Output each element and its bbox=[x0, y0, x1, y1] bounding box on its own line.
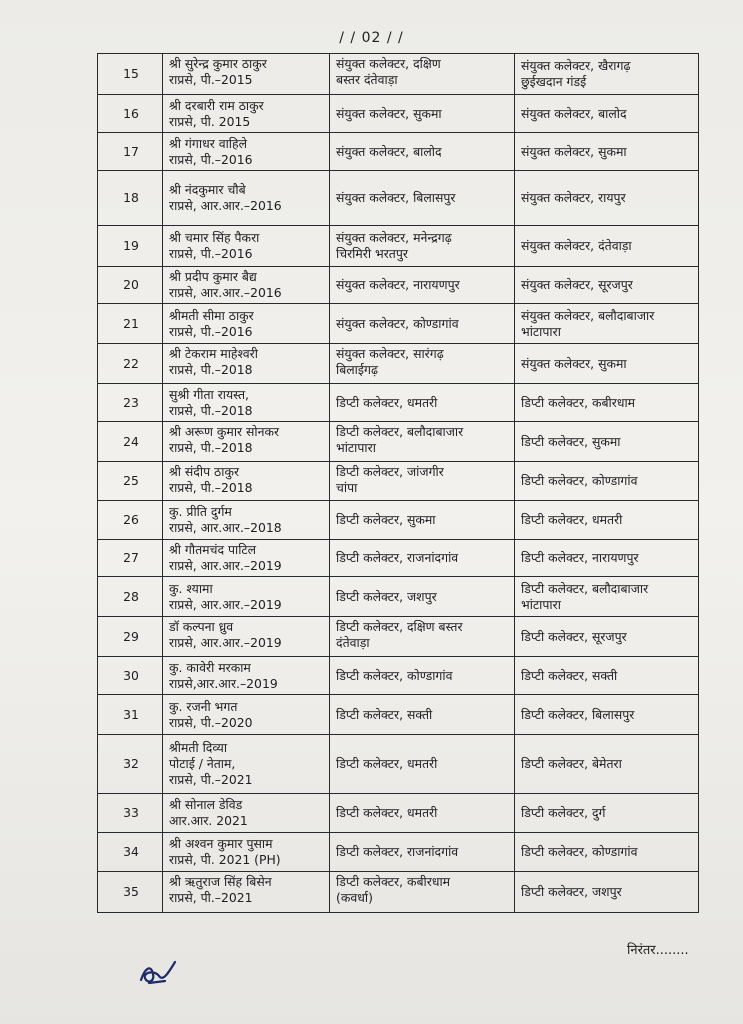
table-row bbox=[98, 171, 699, 226]
officer-name-line: पोटाई / नेताम, bbox=[169, 756, 236, 771]
officer-name bbox=[163, 226, 330, 267]
officer-name-line: श्री सोनाल डेविड bbox=[169, 797, 243, 812]
serial-number: 18 bbox=[98, 171, 163, 226]
current-posting bbox=[330, 833, 515, 872]
current-posting bbox=[330, 617, 515, 657]
officer-name-line: राप्रसे, आर.आर.–2018 bbox=[169, 520, 282, 535]
officer-name-line: राप्रसे, पी.–2021 bbox=[169, 890, 253, 905]
officer-name-line: राप्रसे, पी. 2015 bbox=[169, 113, 251, 129]
officer-name bbox=[163, 171, 330, 226]
table-row bbox=[98, 304, 699, 344]
current-posting bbox=[330, 171, 515, 226]
current-posting bbox=[330, 384, 515, 422]
current-posting-line: डिप्टी कलेक्टर, दक्षिण बस्तर bbox=[336, 619, 463, 634]
current-posting bbox=[330, 540, 515, 577]
table-row bbox=[98, 735, 699, 794]
officer-name-line: राप्रसे, पी.–2018 bbox=[169, 362, 253, 377]
new-posting-line: संयुक्त कलेक्टर, दंतेवाड़ा bbox=[521, 238, 632, 253]
current-posting bbox=[330, 794, 515, 833]
officer-name-line: राप्रसे, पी.–2018 bbox=[169, 480, 253, 495]
new-posting-line: डिप्टी कलेक्टर, सक्ती bbox=[521, 667, 618, 683]
new-posting bbox=[515, 695, 699, 735]
new-posting bbox=[515, 735, 699, 794]
new-posting-line: डिप्टी कलेक्टर, कोण्डागांव bbox=[521, 844, 638, 859]
current-posting bbox=[330, 422, 515, 462]
serial-number: 29 bbox=[98, 617, 163, 657]
new-posting-line: संयुक्त कलेक्टर, सूरजपुर bbox=[521, 277, 633, 292]
new-posting-line: डिप्टी कलेक्टर, बलौदाबाजार bbox=[521, 580, 649, 596]
current-posting bbox=[330, 304, 515, 344]
new-posting-line: डिप्टी कलेक्टर, दुर्ग bbox=[521, 805, 606, 820]
current-posting-line: संयुक्त कलेक्टर, मनेन्द्रगढ़ bbox=[336, 230, 452, 245]
serial-number: 28 bbox=[98, 577, 163, 617]
serial-number: 19 bbox=[98, 226, 163, 267]
officer-name-line: राप्रसे, आर.आर.–2019 bbox=[169, 596, 282, 612]
current-posting bbox=[330, 735, 515, 794]
new-posting bbox=[515, 95, 699, 133]
table-row bbox=[98, 54, 699, 95]
current-posting bbox=[330, 872, 515, 913]
officer-name bbox=[163, 462, 330, 501]
table-row bbox=[98, 384, 699, 422]
officer-name-line: श्री प्रदीप कुमार बैद्य bbox=[169, 269, 257, 284]
table-row bbox=[98, 695, 699, 735]
new-posting-line: संयुक्त कलेक्टर, रायपुर bbox=[521, 190, 626, 205]
officer-name-line: श्री टेकराम माहेश्वरी bbox=[169, 346, 258, 361]
officer-name bbox=[163, 304, 330, 344]
officer-name-line: श्री चमार सिंह पैकरा bbox=[169, 230, 260, 245]
officer-name bbox=[163, 501, 330, 540]
officer-name-line: श्रीमती दिव्या bbox=[169, 740, 228, 755]
officer-name bbox=[163, 344, 330, 384]
new-posting bbox=[515, 540, 699, 577]
transfer-table bbox=[97, 53, 699, 913]
current-posting-line: संयुक्त कलेक्टर, नारायणपुर bbox=[336, 277, 460, 292]
officer-name bbox=[163, 794, 330, 833]
table-row bbox=[98, 794, 699, 833]
officer-name-line: राप्रसे, पी.–2018 bbox=[169, 440, 253, 455]
officer-name bbox=[163, 422, 330, 462]
current-posting-line: डिप्टी कलेक्टर, कबीरधाम bbox=[336, 874, 451, 889]
new-posting bbox=[515, 501, 699, 540]
officer-name-line: सुश्री गीता रायस्त, bbox=[169, 386, 249, 402]
new-posting-line: संयुक्त कलेक्टर, खैरागढ़ bbox=[521, 58, 631, 73]
officer-name bbox=[163, 577, 330, 617]
officer-name-line: राप्रसे, पी.–2018 bbox=[169, 402, 253, 418]
officer-name-line: राप्रसे, पी.–2016 bbox=[169, 246, 253, 261]
table-row bbox=[98, 872, 699, 913]
table-row bbox=[98, 501, 699, 540]
new-posting bbox=[515, 344, 699, 384]
new-posting-line: संयुक्त कलेक्टर, बलौदाबाजार bbox=[521, 307, 655, 323]
new-posting-line: डिप्टी कलेक्टर, बेमेतरा bbox=[521, 756, 622, 771]
officer-name-line: श्री नंदकुमार चौबे bbox=[169, 182, 246, 197]
officer-name-line: डॉ कल्पना ध्रुव bbox=[169, 619, 234, 634]
new-posting-line: संयुक्त कलेक्टर, सुकमा bbox=[521, 143, 627, 159]
current-posting-line: डिप्टी कलेक्टर, सुकमा bbox=[336, 512, 436, 527]
current-posting-line: संयुक्त कलेक्टर, कोण्डागांव bbox=[336, 315, 459, 331]
new-posting-line: डिप्टी कलेक्टर, सूरजपुर bbox=[521, 628, 627, 644]
current-posting-line: बस्तर दंतेवाड़ा bbox=[336, 72, 398, 87]
current-posting bbox=[330, 501, 515, 540]
officer-name bbox=[163, 617, 330, 657]
new-posting bbox=[515, 422, 699, 462]
officer-name-line: श्री संदीप ठाकुर bbox=[169, 464, 240, 479]
table-row bbox=[98, 540, 699, 577]
table-row bbox=[98, 422, 699, 462]
transfer-table-body bbox=[98, 54, 699, 913]
current-posting-line: चांपा bbox=[336, 480, 358, 495]
current-posting-line: संयुक्त कलेक्टर, बालोद bbox=[336, 143, 442, 159]
current-posting-line: डिप्टी कलेक्टर, धमतरी bbox=[336, 805, 438, 820]
officer-name-line: आर.आर. 2021 bbox=[169, 813, 248, 828]
officer-name-line: राप्रसे, पी.–2016 bbox=[169, 323, 253, 339]
table-row bbox=[98, 344, 699, 384]
new-posting bbox=[515, 794, 699, 833]
officer-name-line: श्री गौतमचंद पाटिल bbox=[169, 542, 257, 557]
officer-name-line: श्री अरूण कुमार सोनकर bbox=[169, 424, 280, 439]
new-posting bbox=[515, 54, 699, 95]
new-posting-line: डिप्टी कलेक्टर, बिलासपुर bbox=[521, 706, 635, 722]
serial-number: 15 bbox=[98, 54, 163, 95]
serial-number: 26 bbox=[98, 501, 163, 540]
serial-number: 17 bbox=[98, 133, 163, 171]
serial-number: 20 bbox=[98, 267, 163, 304]
table-row bbox=[98, 617, 699, 657]
serial-number: 24 bbox=[98, 422, 163, 462]
new-posting bbox=[515, 226, 699, 267]
current-posting bbox=[330, 226, 515, 267]
current-posting bbox=[330, 695, 515, 735]
current-posting-line: संयुक्त कलेक्टर, सुकमा bbox=[336, 105, 442, 121]
serial-number: 34 bbox=[98, 833, 163, 872]
current-posting-line: डिप्टी कलेक्टर, जशपुर bbox=[336, 588, 437, 604]
continued-note: निरंतर........ bbox=[627, 943, 689, 958]
new-posting-line: डिप्टी कलेक्टर, कोण्डागांव bbox=[521, 473, 638, 488]
officer-name bbox=[163, 54, 330, 95]
new-posting bbox=[515, 267, 699, 304]
officer-name-line: राप्रसे, आर.आर.–2019 bbox=[169, 558, 282, 573]
officer-name bbox=[163, 657, 330, 695]
current-posting bbox=[330, 267, 515, 304]
table-row bbox=[98, 657, 699, 695]
new-posting-line: डिप्टी कलेक्टर, धमतरी bbox=[521, 512, 623, 527]
officer-name bbox=[163, 95, 330, 133]
new-posting bbox=[515, 384, 699, 422]
current-posting-line: डिप्टी कलेक्टर, बलौदाबाजार bbox=[336, 424, 464, 439]
officer-name-line: राप्रसे,आर.आर.–2019 bbox=[169, 675, 278, 691]
officer-name-line: श्री अश्वन कुमार पुसाम bbox=[169, 836, 273, 851]
officer-name-line: श्रीमती सीमा ठाकुर bbox=[169, 307, 254, 323]
current-posting bbox=[330, 54, 515, 95]
officer-name bbox=[163, 267, 330, 304]
table-row bbox=[98, 577, 699, 617]
table-row bbox=[98, 833, 699, 872]
serial-number: 16 bbox=[98, 95, 163, 133]
new-posting bbox=[515, 872, 699, 913]
officer-name-line: राप्रसे, पी.–2015 bbox=[169, 72, 253, 87]
officer-name bbox=[163, 833, 330, 872]
serial-number: 22 bbox=[98, 344, 163, 384]
current-posting-line: डिप्टी कलेक्टर, जांजगीर bbox=[336, 464, 444, 479]
current-posting bbox=[330, 133, 515, 171]
officer-name-line: कु. कावेरी मरकाम bbox=[169, 659, 251, 675]
officer-name-line: श्री गंगाधर वाहिले bbox=[169, 135, 247, 151]
current-posting-line: चिरमिरी भरतपुर bbox=[336, 246, 408, 261]
officer-name-line: श्री ऋतुराज सिंह बिसेन bbox=[169, 874, 272, 889]
serial-number: 35 bbox=[98, 872, 163, 913]
serial-number: 32 bbox=[98, 735, 163, 794]
current-posting-line: दंतेवाड़ा bbox=[336, 635, 370, 650]
officer-name-line: श्री दरबारी राम ठाकुर bbox=[169, 97, 264, 113]
new-posting-line: भांटापारा bbox=[521, 323, 561, 339]
serial-number: 27 bbox=[98, 540, 163, 577]
current-posting bbox=[330, 657, 515, 695]
officer-name-line: राप्रसे, आर.आर.–2019 bbox=[169, 635, 282, 650]
new-posting bbox=[515, 304, 699, 344]
current-posting-line: भांटापारा bbox=[336, 440, 376, 455]
new-posting-line: डिप्टी कलेक्टर, कबीरधाम bbox=[521, 394, 636, 410]
officer-name-line: कु. रजनी भगत bbox=[169, 698, 238, 714]
table-row bbox=[98, 95, 699, 133]
officer-name-line: राप्रसे, पी.–2021 bbox=[169, 772, 253, 787]
new-posting bbox=[515, 617, 699, 657]
current-posting-line: बिलाईगढ़ bbox=[336, 362, 378, 377]
new-posting bbox=[515, 171, 699, 226]
officer-name-line: राप्रसे, पी. 2021 (PH) bbox=[169, 852, 281, 867]
table-row bbox=[98, 267, 699, 304]
new-posting-line: भांटापारा bbox=[521, 596, 561, 612]
new-posting-line: डिप्टी कलेक्टर, सुकमा bbox=[521, 433, 621, 449]
current-posting-line: संयुक्त कलेक्टर, बिलासपुर bbox=[336, 190, 456, 205]
new-posting bbox=[515, 657, 699, 695]
serial-number: 25 bbox=[98, 462, 163, 501]
officer-name bbox=[163, 384, 330, 422]
officer-name-line: राप्रसे, पी.–2016 bbox=[169, 151, 253, 167]
current-posting-line: संयुक्त कलेक्टर, सारंगढ़ bbox=[336, 346, 444, 361]
serial-number: 33 bbox=[98, 794, 163, 833]
new-posting bbox=[515, 133, 699, 171]
current-posting-line: डिप्टी कलेक्टर, धमतरी bbox=[336, 394, 438, 410]
current-posting bbox=[330, 95, 515, 133]
current-posting-line: डिप्टी कलेक्टर, धमतरी bbox=[336, 756, 438, 771]
officer-name-line: कु. प्रीति दुर्गम bbox=[169, 504, 232, 519]
current-posting-line: डिप्टी कलेक्टर, कोण्डागांव bbox=[336, 667, 453, 683]
current-posting bbox=[330, 577, 515, 617]
new-posting-line: छुईखदान गंडई bbox=[521, 74, 587, 89]
officer-name bbox=[163, 872, 330, 913]
current-posting bbox=[330, 344, 515, 384]
current-posting-line: डिप्टी कलेक्टर, सक्ती bbox=[336, 706, 433, 722]
table-row bbox=[98, 133, 699, 171]
serial-number: 23 bbox=[98, 384, 163, 422]
officer-name-line: कु. श्यामा bbox=[169, 580, 213, 596]
serial-number: 30 bbox=[98, 657, 163, 695]
officer-name-line: श्री सुरेन्द्र कुमार ठाकुर bbox=[169, 56, 267, 71]
table-row bbox=[98, 226, 699, 267]
new-posting-line: डिप्टी कलेक्टर, नारायणपुर bbox=[521, 550, 639, 565]
page-number: / / 02 / / bbox=[339, 30, 404, 46]
officer-name-line: राप्रसे, आर.आर.–2016 bbox=[169, 198, 282, 213]
officer-name bbox=[163, 695, 330, 735]
table-row bbox=[98, 462, 699, 501]
new-posting-line: संयुक्त कलेक्टर, बालोद bbox=[521, 105, 627, 121]
officer-name bbox=[163, 133, 330, 171]
new-posting-line: संयुक्त कलेक्टर, सुकमा bbox=[521, 355, 627, 371]
serial-number: 21 bbox=[98, 304, 163, 344]
current-posting-line: संयुक्त कलेक्टर, दक्षिण bbox=[336, 56, 441, 71]
officer-name-line: राप्रसे, पी.–2020 bbox=[169, 714, 253, 730]
current-posting-line: (कवर्धा) bbox=[336, 890, 373, 905]
officer-name-line: राप्रसे, आर.आर.–2016 bbox=[169, 285, 282, 300]
new-posting-line: डिप्टी कलेक्टर, जशपुर bbox=[521, 884, 622, 899]
officer-name bbox=[163, 540, 330, 577]
serial-number: 31 bbox=[98, 695, 163, 735]
new-posting bbox=[515, 462, 699, 501]
signature-mark bbox=[135, 950, 191, 990]
new-posting bbox=[515, 833, 699, 872]
current-posting-line: डिप्टी कलेक्टर, राजनांदगांव bbox=[336, 550, 459, 565]
new-posting bbox=[515, 577, 699, 617]
officer-name bbox=[163, 735, 330, 794]
current-posting-line: डिप्टी कलेक्टर, राजनांदगांव bbox=[336, 844, 459, 859]
current-posting bbox=[330, 462, 515, 501]
